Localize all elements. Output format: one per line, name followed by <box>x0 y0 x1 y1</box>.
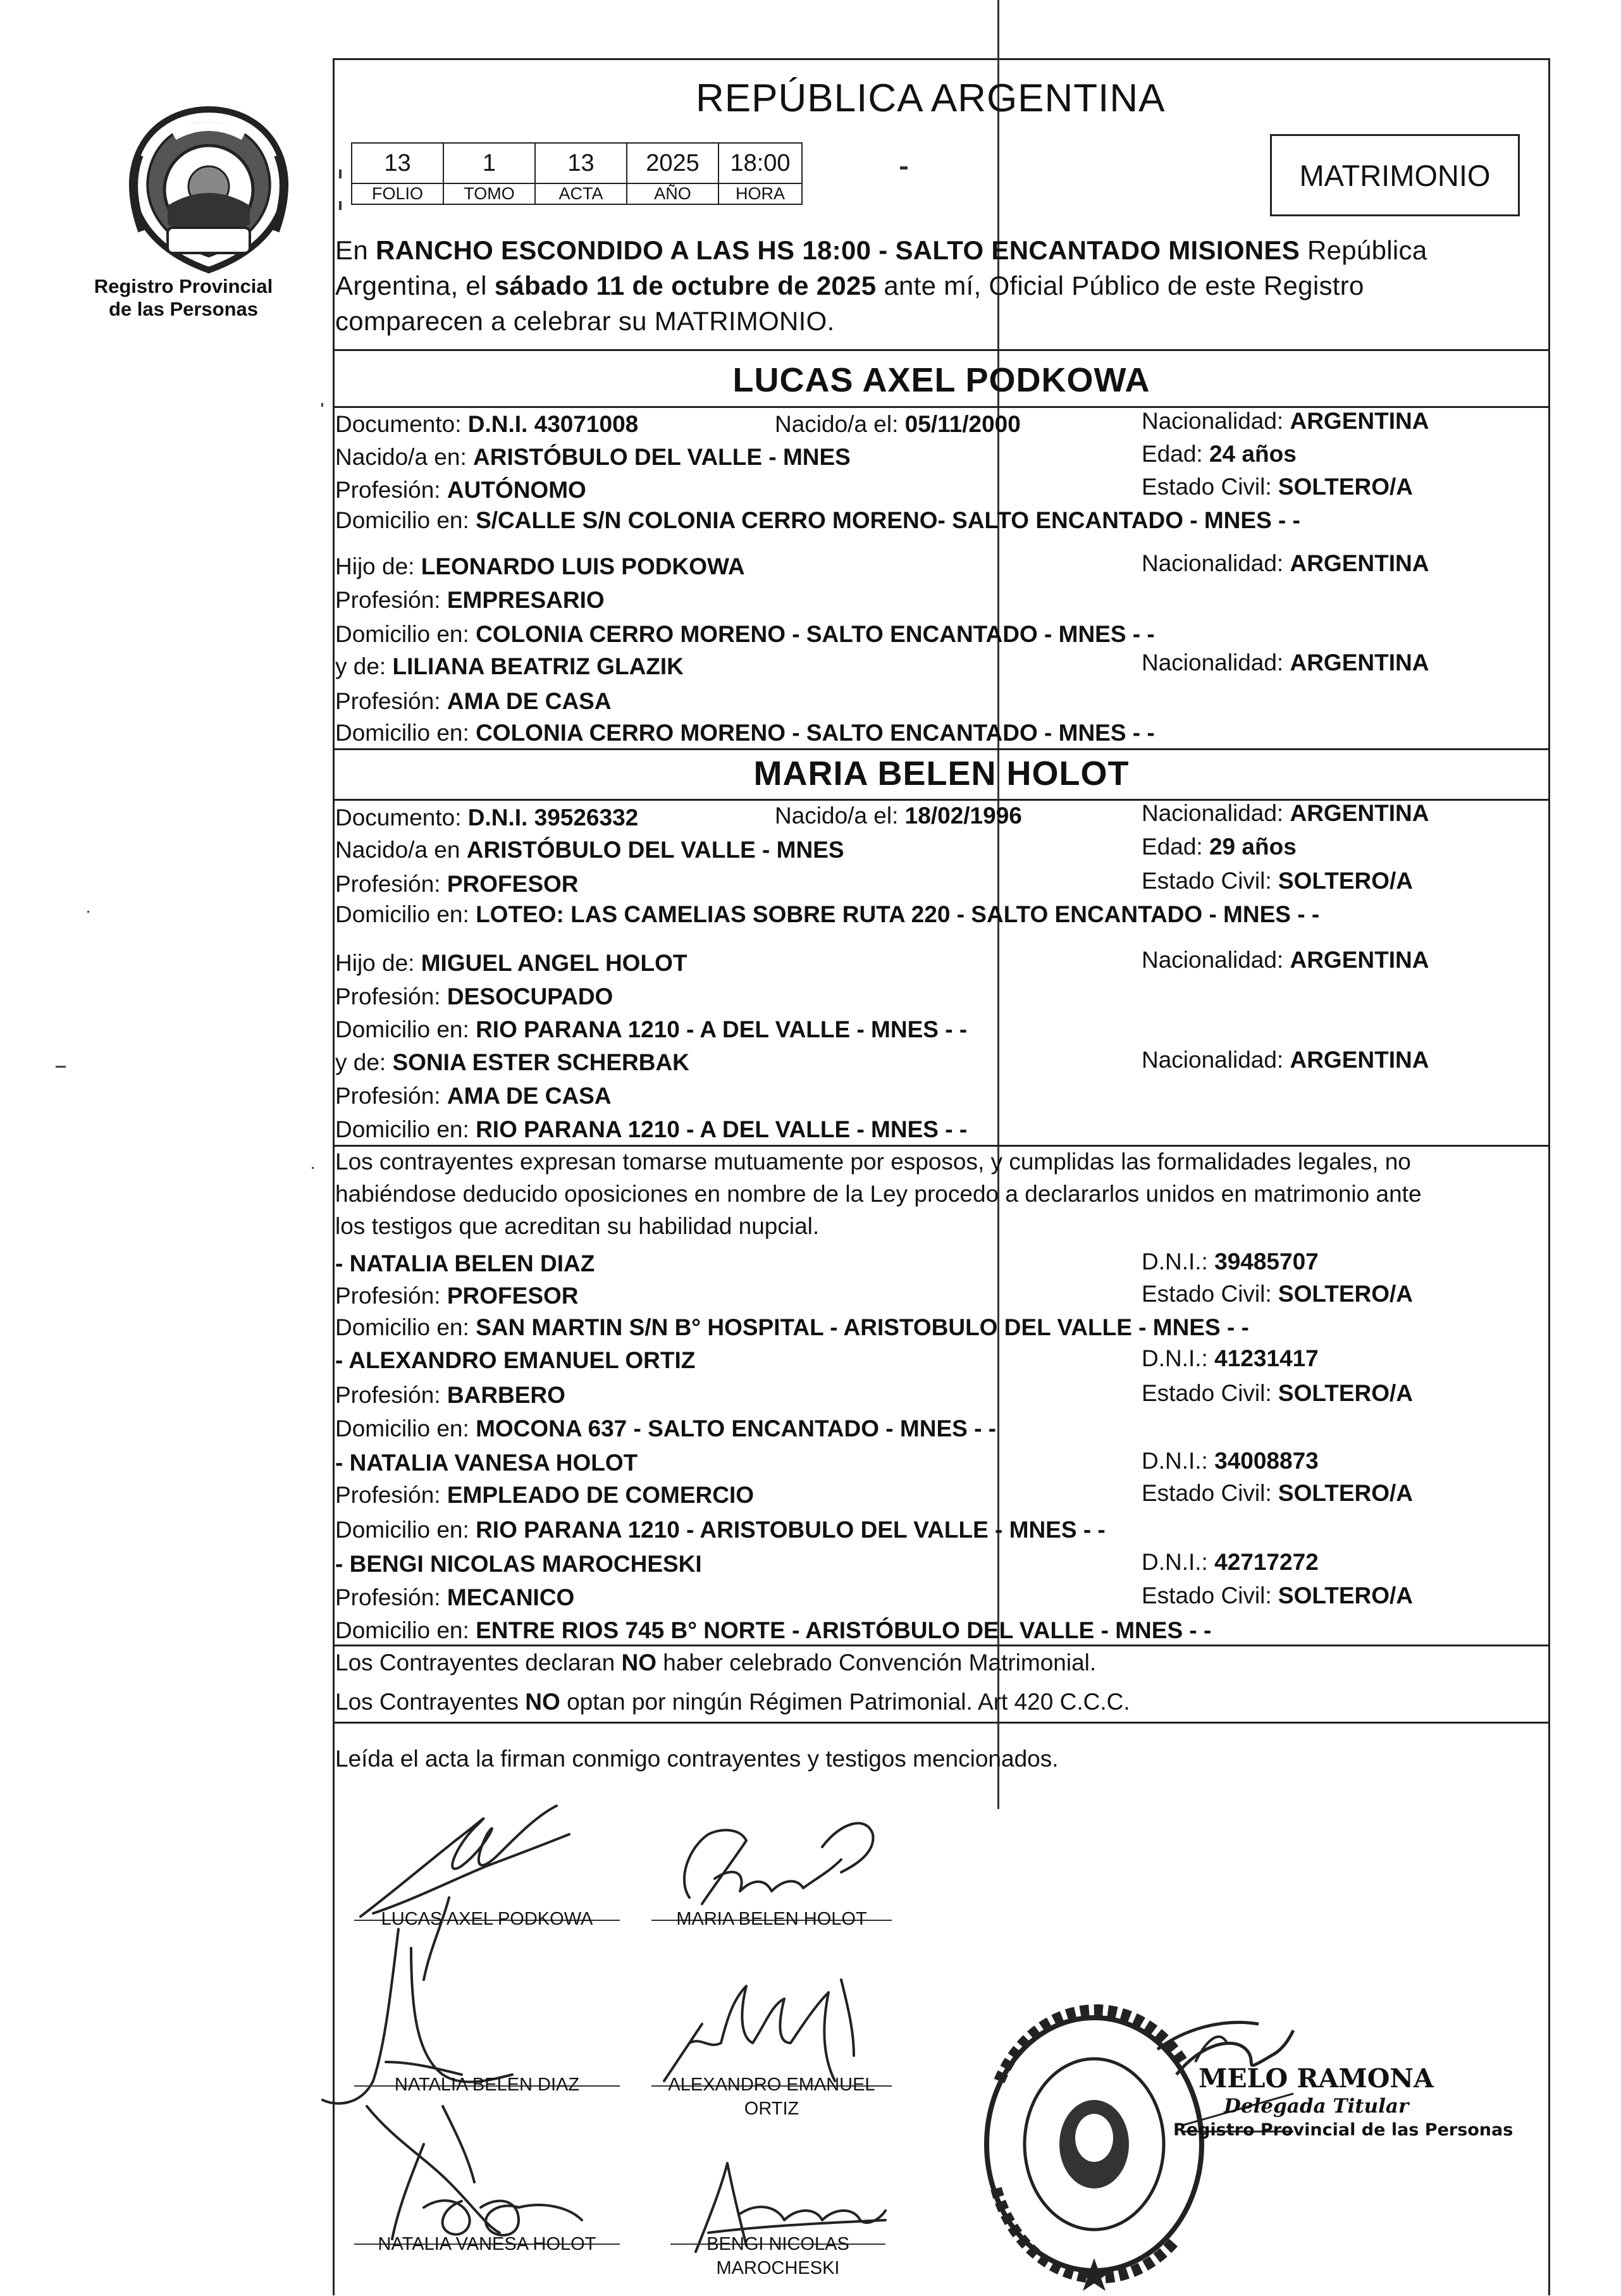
anio-value: 2025 <box>627 143 718 183</box>
tick-mark <box>339 201 342 210</box>
spouse2-name: MARIA BELEN HOLOT <box>753 755 1130 793</box>
spouse2-mother-nationality: Nacionalidad: ARGENTINA <box>1142 1047 1429 1073</box>
spouse2-nationality: Nacionalidad: ARGENTINA <box>1142 800 1429 826</box>
witness1-civil-status: Estado Civil: SOLTERO/A <box>1142 1281 1414 1307</box>
acta-label: ACTA <box>535 183 627 204</box>
acta-type-box: MATRIMONIO <box>1270 134 1520 216</box>
signature-label-natalia-belen: NATALIA BELEN DIAZ <box>394 2075 580 2095</box>
convention-line-1: Los Contrayentes declaran NO haber celebrado Convención Matrimonial. <box>335 1650 1097 1676</box>
hora-value: 18:00 <box>718 143 802 183</box>
spouse2-age: Edad: 29 años <box>1142 834 1297 860</box>
spouse1-nationality: Nacionalidad: ARGENTINA <box>1142 408 1429 434</box>
spouse1-profession: Profesión: AUTÓNOMO <box>335 477 586 503</box>
spouse1-father-nationality: Nacionalidad: ARGENTINA <box>1142 550 1429 576</box>
witness1-dni: D.N.I.: 39485707 <box>1142 1249 1319 1275</box>
spouse1-documento: Documento: D.N.I. 43071008 <box>335 411 639 437</box>
divider <box>333 1145 1550 1147</box>
spouse1-address: Domicilio en: S/CALLE S/N COLONIA CERRO MORENO- SALTO ENCANTADO - MNES - - <box>335 507 1300 533</box>
declaration-line-1: Los contrayentes expresan tomarse mutuamente por esposos, y cumplidas las formalidades legales, no <box>335 1149 1411 1175</box>
intro-line-1: En RANCHO ESCONDIDO A LAS HS 18:00 - SALTO ENCANTADO MISIONES República <box>335 235 1427 265</box>
spouse2-father: Hijo de: MIGUEL ANGEL HOLOT <box>335 950 687 976</box>
folio-value: 13 <box>352 143 443 183</box>
signature-maria <box>651 1809 892 1923</box>
tomo-label: TOMO <box>443 183 535 204</box>
witness3-civil-status: Estado Civil: SOLTERO/A <box>1142 1480 1414 1506</box>
spouse1-father-profession: Profesión: EMPRESARIO <box>335 587 605 613</box>
spouse2-father-nationality: Nacionalidad: ARGENTINA <box>1142 947 1429 973</box>
spouse1-birthdate: Nacido/a el: 05/11/2000 <box>775 411 1021 437</box>
spouse1-name: LUCAS AXEL PODKOWA <box>732 361 1150 399</box>
spouse1-age: Edad: 24 años <box>1142 441 1297 467</box>
witness4-name: - BENGI NICOLAS MAROCHESKI <box>335 1551 702 1577</box>
speck <box>312 1167 314 1169</box>
spouse1-birthplace: Nacido/a en: ARISTÓBULO DEL VALLE - MNES <box>335 444 851 470</box>
signature-label-alexandro-2: ORTIZ <box>744 2099 799 2119</box>
hora-label: HORA <box>718 183 802 204</box>
spouse2-mother: y de: SONIA ESTER SCHERBAK <box>335 1049 689 1075</box>
tick-mark <box>900 166 908 170</box>
official-name: MELO RAMONA <box>1199 2063 1434 2094</box>
spouse2-address: Domicilio en: LOTEO: LAS CAMELIAS SOBRE RUTA 220 - SALTO ENCANTADO - MNES - - <box>335 901 1320 927</box>
intro-line-2: Argentina, el sábado 11 de octubre de 2025 ante mí, Oficial Público de este Registro <box>335 271 1364 300</box>
spouse1-father-address: Domicilio en: COLONIA CERRO MORENO - SALTO ENCANTADO - MNES - - <box>335 621 1155 647</box>
tomo-value: 1 <box>443 143 535 183</box>
spouse2-profession: Profesión: PROFESOR <box>335 871 579 897</box>
spouse2-father-profession: Profesión: DESOCUPADO <box>335 984 613 1009</box>
witness1-profession: Profesión: PROFESOR <box>335 1283 579 1309</box>
spouse1-mother-address: Domicilio en: COLONIA CERRO MORENO - SALTO ENCANTADO - MNES - - <box>335 720 1155 746</box>
witness2-dni: D.N.I.: 41231417 <box>1142 1345 1319 1371</box>
closing-statement: Leída el acta la firman conmigo contrayentes y testigos mencionados. <box>335 1746 1059 1772</box>
signature-label-maria: MARIA BELEN HOLOT <box>676 1909 867 1929</box>
spouse2-documento: Documento: D.N.I. 39526332 <box>335 805 639 830</box>
signature-label-natalia-vanesa: NATALIA VANESA HOLOT <box>378 2234 596 2254</box>
signature-label-lucas: LUCAS AXEL PODKOWA <box>381 1909 593 1929</box>
official-org: Registro Provincial de las Personas <box>1173 2120 1513 2140</box>
acta-value: 13 <box>535 143 627 183</box>
signature-label-bengi-1: BENGI NICOLAS <box>706 2234 849 2254</box>
speck <box>87 911 89 913</box>
intro-line-3: comparecen a celebrar su MATRIMONIO. <box>335 306 835 336</box>
witness1-address: Domicilio en: SAN MARTIN S/N B° HOSPITAL - ARISTOBULO DEL VALLE - MNES - - <box>335 1314 1249 1340</box>
spouse1-mother-nationality: Nacionalidad: ARGENTINA <box>1142 650 1429 676</box>
declaration-line-2: habiéndose deducido oposiciones en nombre de la Ley procedo a declararlos unidos en matrimonio ante <box>335 1181 1422 1207</box>
witness2-address: Domicilio en: MOCONA 637 - SALTO ENCANTADO - MNES - - <box>335 1416 997 1441</box>
signature-label-bengi-2: MAROCHESKI <box>716 2258 840 2278</box>
witness2-civil-status: Estado Civil: SOLTERO/A <box>1142 1380 1414 1406</box>
speck <box>321 403 323 407</box>
convention-line-2: Los Contrayentes NO optan por ningún Régimen Patrimonial. Art 420 C.C.C. <box>335 1689 1130 1715</box>
witness3-name: - NATALIA VANESA HOLOT <box>335 1450 638 1476</box>
spouse2-birthplace: Nacido/a en ARISTÓBULO DEL VALLE - MNES <box>335 837 844 863</box>
witness1-name: - NATALIA BELEN DIAZ <box>335 1250 595 1276</box>
spouse1-mother-profession: Profesión: AMA DE CASA <box>335 688 612 714</box>
signature-natalia-vanesa <box>354 2132 620 2245</box>
anio-label: AÑO <box>627 183 718 204</box>
divider <box>333 1722 1550 1724</box>
signature-label-alexandro-1: ALEXANDRO EMANUEL <box>668 2075 875 2095</box>
record-table <box>351 142 803 205</box>
declaration-line-3: los testigos que acreditan su habilidad nupcial. <box>335 1213 820 1239</box>
country-title: REPÚBLICA ARGENTINA <box>696 77 1166 120</box>
witness4-address: Domicilio en: ENTRE RIOS 745 B° NORTE - ARISTÓBULO DEL VALLE - MNES - - <box>335 1617 1212 1643</box>
spouse2-birthdate: Nacido/a el: 18/02/1996 <box>775 803 1022 829</box>
witness3-address: Domicilio en: RIO PARANA 1210 - ARISTOBULO DEL VALLE - MNES - - <box>335 1517 1106 1543</box>
witness2-profession: Profesión: BARBERO <box>335 1382 565 1408</box>
divider <box>333 349 1550 351</box>
tick-mark <box>339 170 342 178</box>
speck <box>56 1066 66 1068</box>
spouse2-mother-address: Domicilio en: RIO PARANA 1210 - A DEL VALLE - MNES - - <box>335 1116 968 1142</box>
witness3-profession: Profesión: EMPLEADO DE COMERCIO <box>335 1482 755 1508</box>
witness2-name: - ALEXANDRO EMANUEL ORTIZ <box>335 1347 696 1373</box>
spouse1-mother: y de: LILIANA BEATRIZ GLAZIK <box>335 653 684 679</box>
witness4-civil-status: Estado Civil: SOLTERO/A <box>1142 1583 1414 1608</box>
official-role: Delegada Titular <box>1224 2095 1409 2118</box>
folio-label: FOLIO <box>352 183 443 204</box>
witness4-profession: Profesión: MECANICO <box>335 1584 575 1610</box>
registry-name: Registro Provincial de las Personas <box>94 275 273 320</box>
spouse1-father: Hijo de: LEONARDO LUIS PODKOWA <box>335 553 745 579</box>
witness3-dni: D.N.I.: 34008873 <box>1142 1448 1319 1474</box>
witness4-dni: D.N.I.: 42717272 <box>1142 1549 1319 1575</box>
divider <box>333 1645 1550 1646</box>
spouse2-civil-status: Estado Civil: SOLTERO/A <box>1142 868 1414 894</box>
spouse2-mother-profession: Profesión: AMA DE CASA <box>335 1083 612 1109</box>
spouse2-father-address: Domicilio en: RIO PARANA 1210 - A DEL VALLE - MNES - - <box>335 1016 968 1042</box>
divider <box>333 748 1550 750</box>
spouse1-civil-status: Estado Civil: SOLTERO/A <box>1142 474 1414 500</box>
